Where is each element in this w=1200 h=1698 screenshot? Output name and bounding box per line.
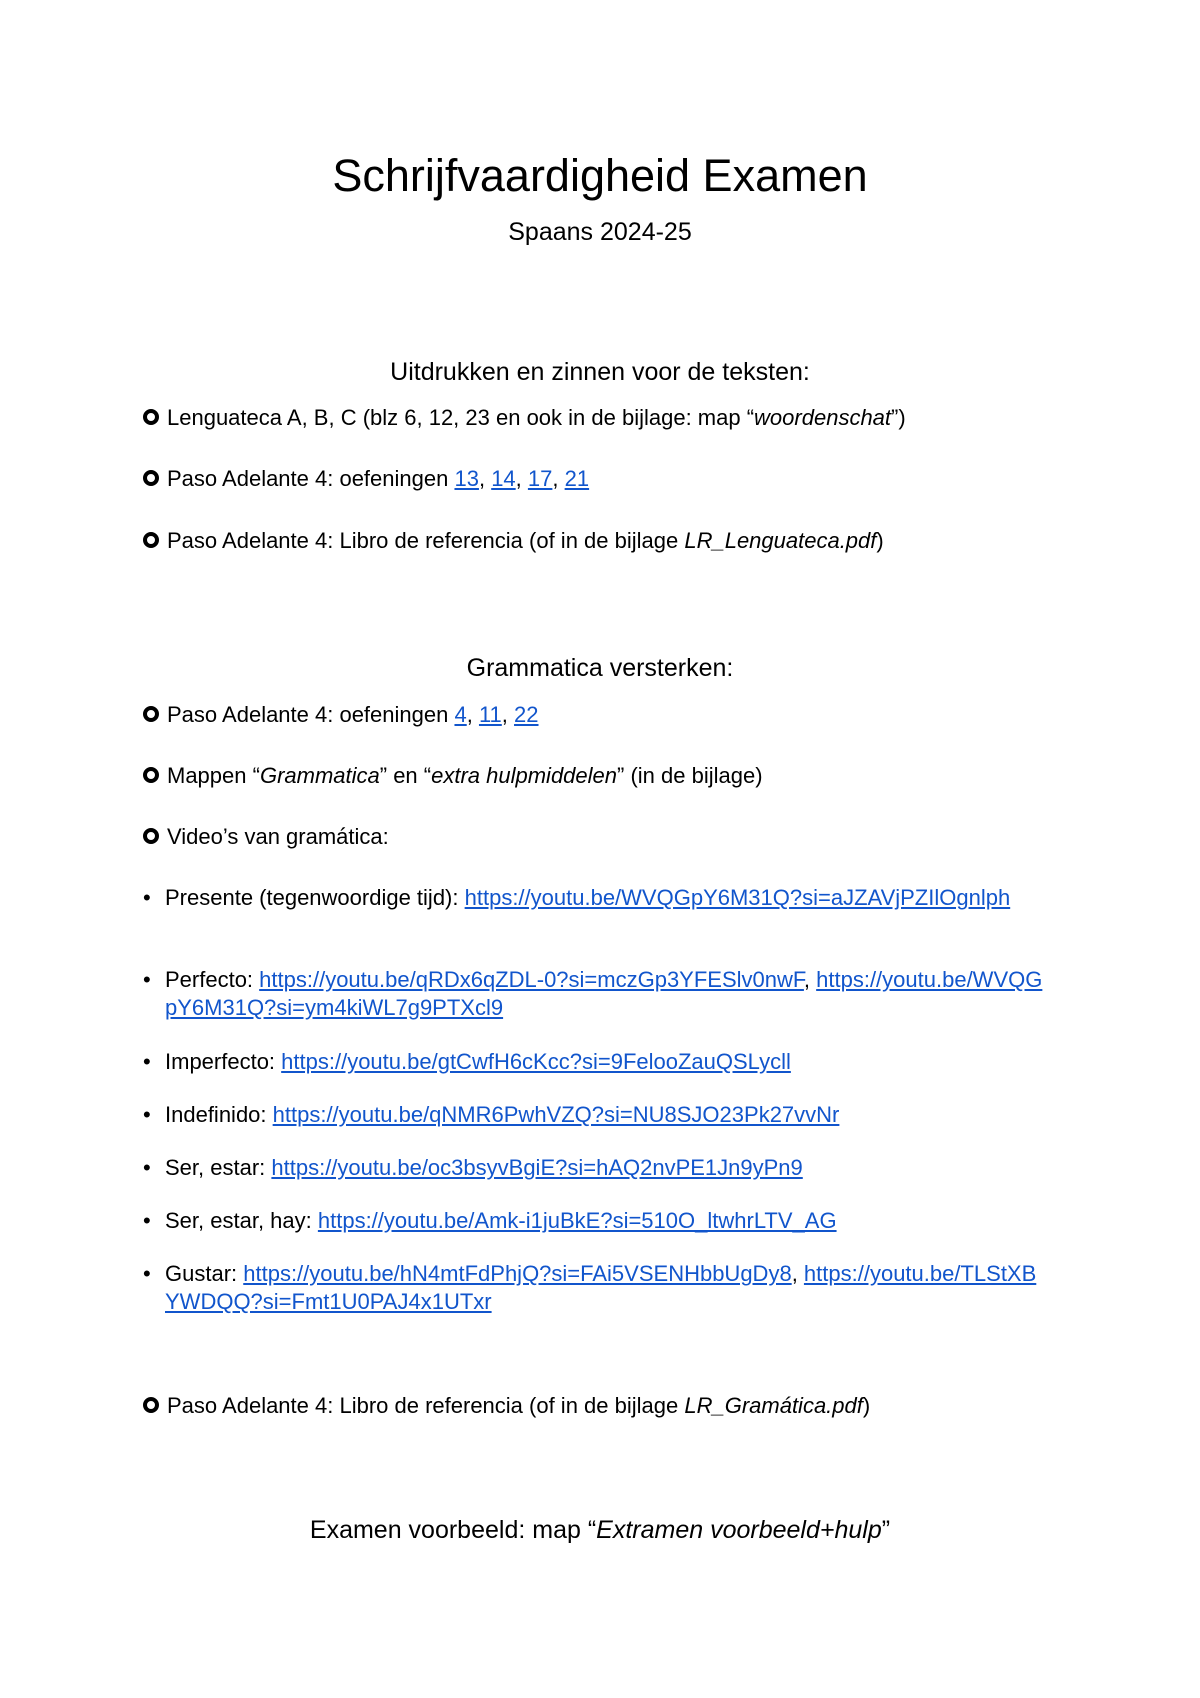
section-heading-expressions: Uitdrukken en zinnen voor de teksten:: [390, 358, 810, 386]
exam-example-heading: Examen voorbeeld: map “Extramen voorbeeld+hulp”: [309, 1516, 891, 1544]
bullet-dot-icon: •: [143, 1102, 151, 1127]
video-link[interactable]: https://youtu.be/TLStXBYWDQQ?si=Fmt1U0PAJ4x1UTxr: [165, 1261, 1037, 1314]
exercise-link-22[interactable]: 22: [514, 702, 539, 727]
list-item-libro-lenguateca: Paso Adelante 4: Libro de referencia (of in de bijlage LR_Lenguateca.pdf): [143, 526, 884, 556]
video-link[interactable]: https://youtu.be/WVQGpY6M31Q?si=aJZAVjPZIlOgnlph: [464, 885, 1011, 910]
page-subtitle: Spaans 2024-25: [508, 218, 692, 246]
video-link[interactable]: https://youtu.be/hN4mtFdPhjQ?si=FAi5VSENHbbUgDy8: [243, 1261, 792, 1286]
ring-bullet-icon: [143, 706, 159, 722]
ring-bullet-icon: [143, 767, 159, 783]
exercise-link-4[interactable]: 4: [454, 702, 467, 727]
section-heading-grammar: Grammatica versterken:: [466, 654, 734, 682]
ring-bullet-icon: [143, 532, 159, 548]
video-link[interactable]: https://youtu.be/oc3bsyvBgiE?si=hAQ2nvPE1Jn9yPn9: [271, 1155, 803, 1180]
video-item-gustar: • Gustar: https://youtu.be/hN4mtFdPhjQ?si=FAi5VSENHbbUgDy8, https://youtu.be/TLStXBYWDQQ?si=Fmt1U0PAJ4x1UTxr: [143, 1261, 1037, 1314]
video-link[interactable]: https://youtu.be/Amk-i1juBkE?si=510O_ltwhrLTV_AG: [317, 1208, 837, 1233]
exercise-link-17[interactable]: 17: [527, 466, 553, 491]
page-title: Schrijfvaardigheid Examen: [332, 150, 868, 201]
ring-bullet-icon: [143, 1397, 159, 1413]
exercise-link-21[interactable]: 21: [564, 466, 590, 491]
bullet-dot-icon: •: [143, 1261, 151, 1286]
video-item-imperfecto: • Imperfecto: https://youtu.be/gtCwfH6cKcc?si=9FelooZauQSLycll: [143, 1049, 791, 1074]
list-item-paso-oefeningen-2: Paso Adelante 4: oefeningen 4, 11, 22: [143, 700, 539, 730]
ring-bullet-icon: [143, 828, 159, 844]
video-item-ser-estar-hay: • Ser, estar, hay: https://youtu.be/Amk-i1juBkE?si=510O_ltwhrLTV_AG: [143, 1208, 837, 1233]
bullet-dot-icon: •: [143, 885, 151, 910]
video-link[interactable]: https://youtu.be/WVQGpY6M31Q?si=ym4kiWL7g9PTXcl9: [165, 967, 1043, 1020]
video-item-indefinido: • Indefinido: https://youtu.be/qNMR6PwhVZQ?si=NU8SJO23Pk27vvNr: [143, 1102, 840, 1127]
list-item-videos: Video’s van gramática:: [143, 822, 389, 852]
video-link[interactable]: https://youtu.be/gtCwfH6cKcc?si=9FelooZauQSLycll: [281, 1049, 791, 1074]
list-item-libro-gramatica: Paso Adelante 4: Libro de referencia (of in de bijlage LR_Gramática.pdf): [143, 1391, 870, 1421]
video-item-ser-estar: • Ser, estar: https://youtu.be/oc3bsyvBgiE?si=hAQ2nvPE1Jn9yPn9: [143, 1155, 803, 1180]
exercise-link-14[interactable]: 14: [491, 466, 516, 491]
video-item-presente: • Presente (tegenwoordige tijd): https://youtu.be/WVQGpY6M31Q?si=aJZAVjPZIlOgnlph: [143, 885, 1011, 910]
bullet-dot-icon: •: [143, 1208, 151, 1233]
video-link[interactable]: https://youtu.be/qRDx6qZDL-0?si=mczGp3YFESlv0nwF: [259, 967, 804, 992]
ring-bullet-icon: [143, 470, 159, 486]
bullet-dot-icon: •: [143, 1155, 151, 1180]
bullet-dot-icon: •: [143, 1049, 151, 1074]
list-item-paso-oefeningen-1: Paso Adelante 4: oefeningen 13, 14, 17, 21: [143, 464, 589, 494]
bullet-dot-icon: •: [143, 967, 151, 992]
video-link[interactable]: https://youtu.be/qNMR6PwhVZQ?si=NU8SJO23Pk27vvNr: [272, 1102, 840, 1127]
ring-bullet-icon: [143, 409, 159, 425]
video-item-perfecto: • Perfecto: https://youtu.be/qRDx6qZDL-0?si=mczGp3YFESlv0nwF, https://youtu.be/WVQGpY6M31Q?si=ym4kiWL7g9PTXcl9: [143, 967, 1043, 1020]
list-item-mappen: Mappen “Grammatica” en “extra hulpmiddelen” (in de bijlage): [143, 761, 763, 791]
exercise-link-13[interactable]: 13: [454, 466, 479, 491]
list-item-lenguateca: Lenguateca A, B, C (blz 6, 12, 23 en ook in de bijlage: map “woordenschat”): [143, 403, 906, 433]
exercise-link-11[interactable]: 11: [478, 702, 502, 727]
